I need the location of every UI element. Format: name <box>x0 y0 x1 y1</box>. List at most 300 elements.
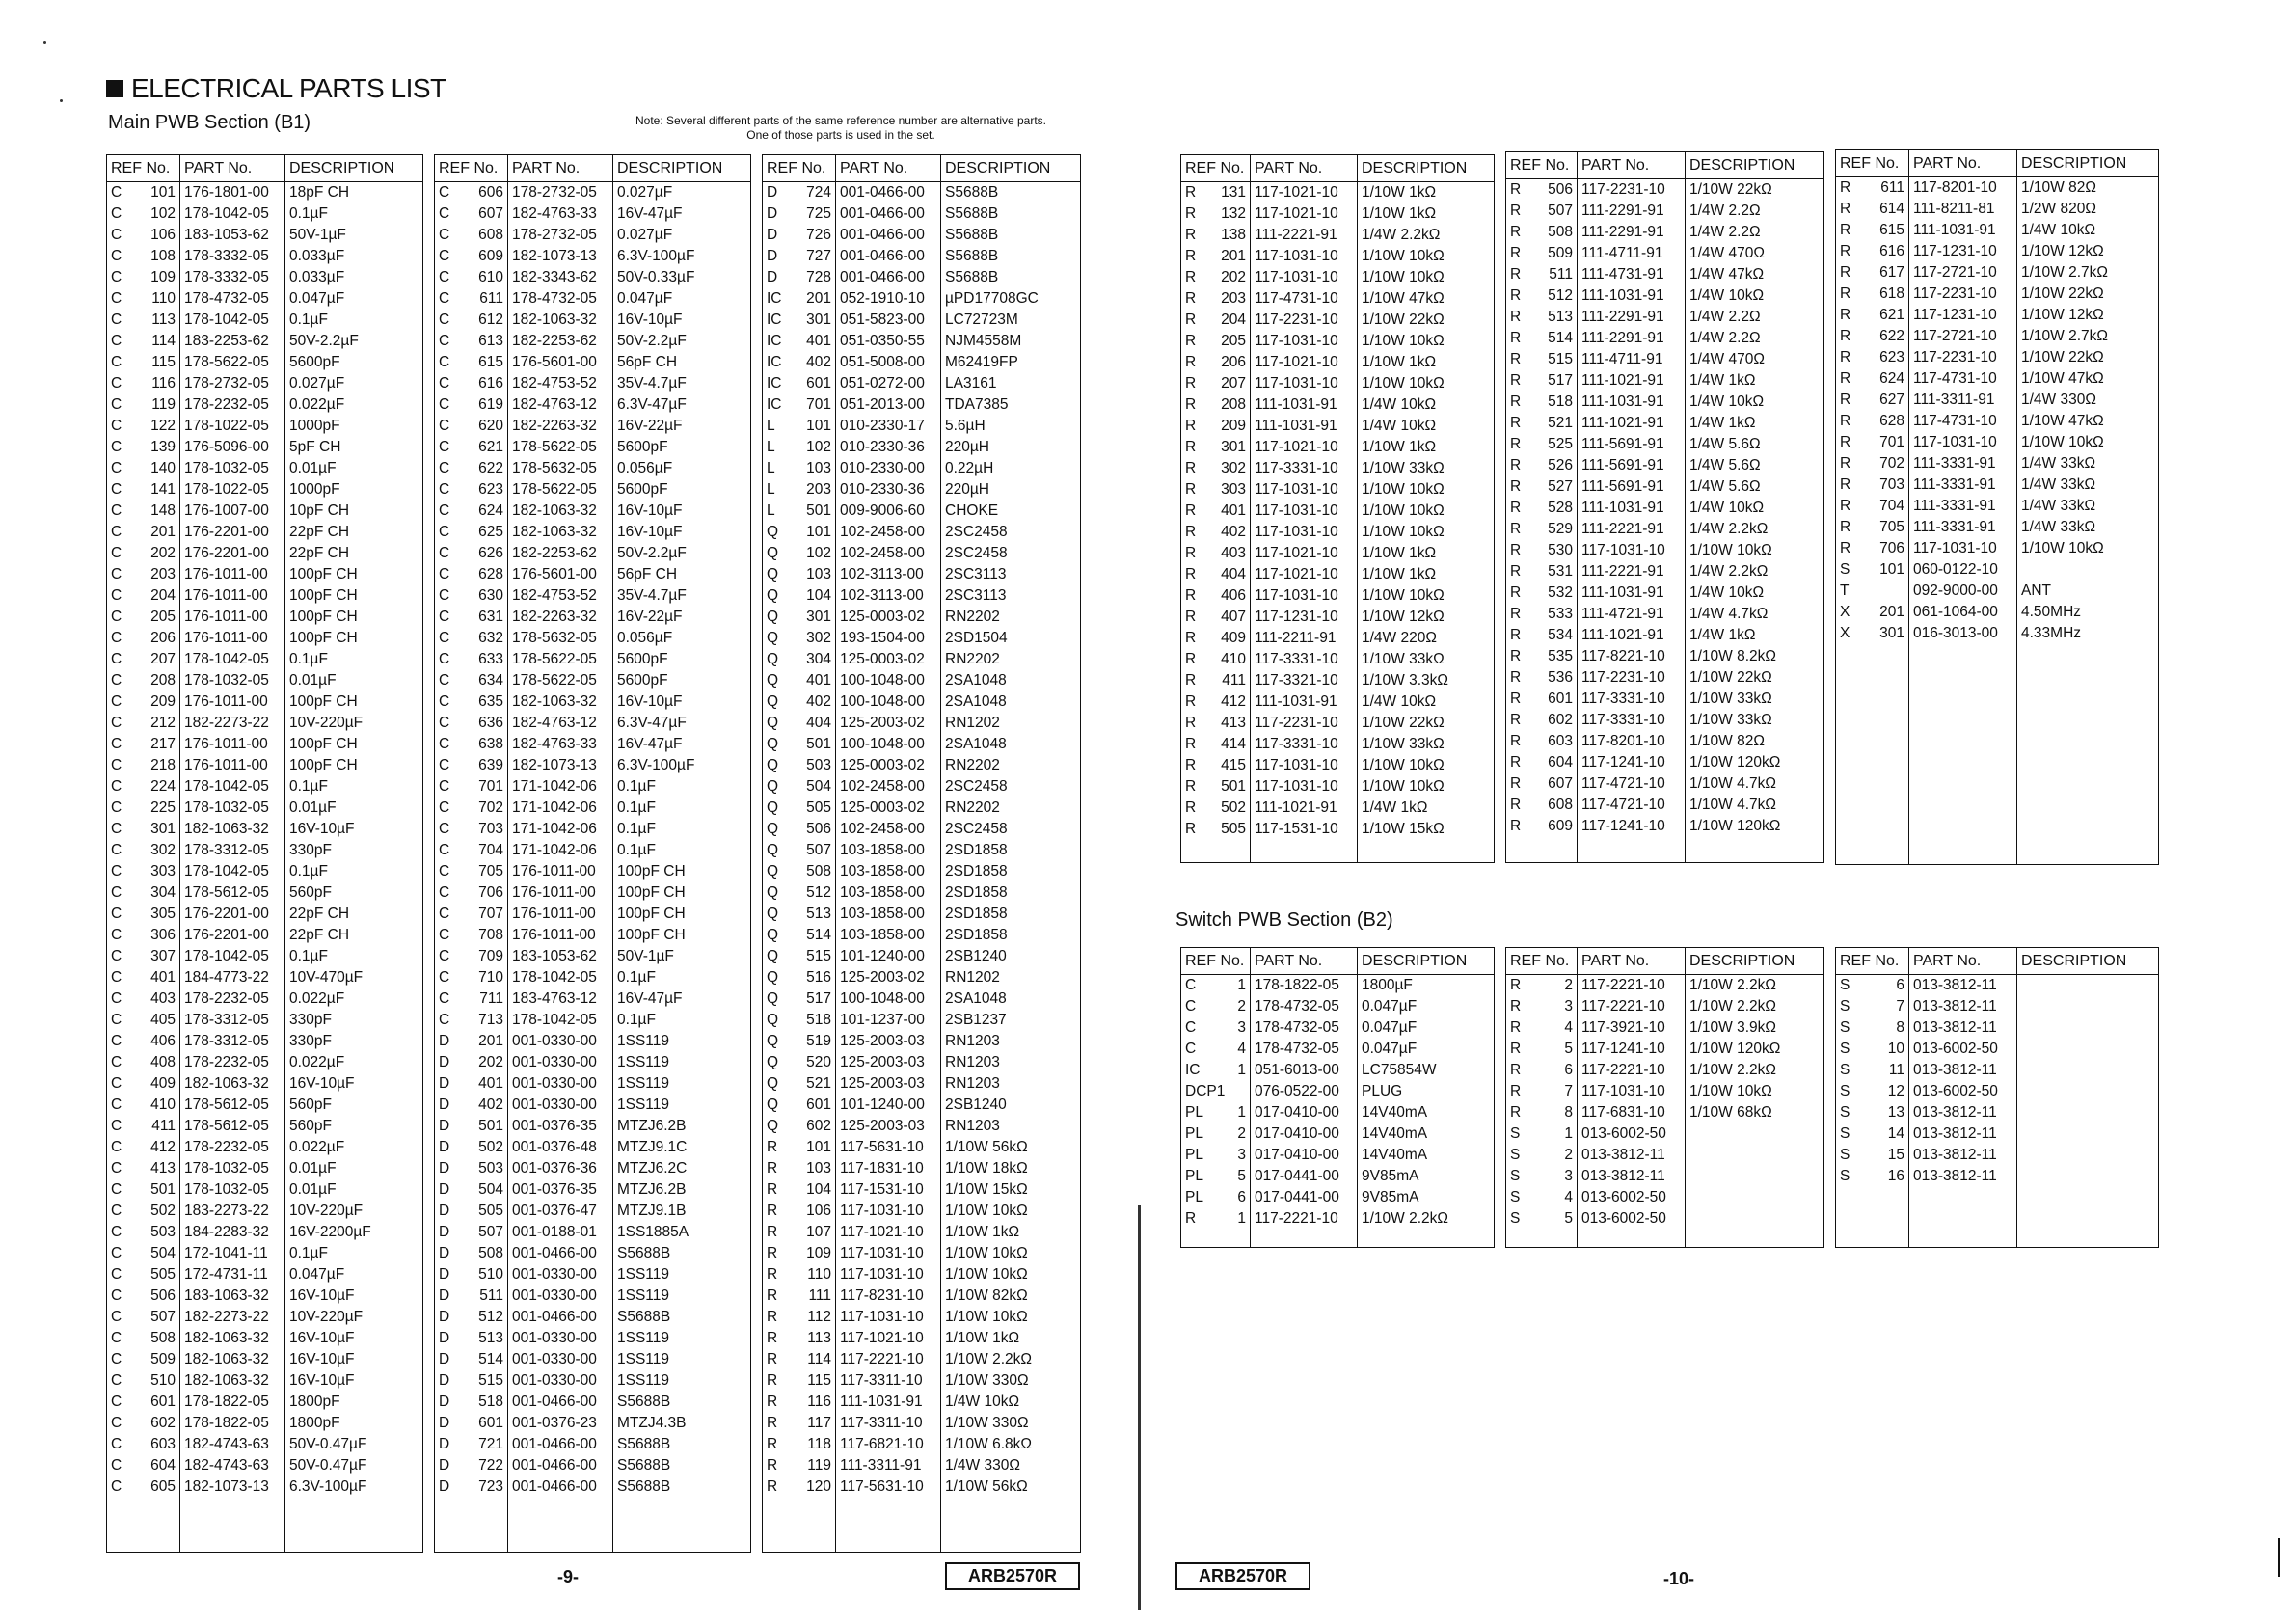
table-row <box>107 882 423 904</box>
ref-prefix: R <box>767 1266 778 1284</box>
ref-number: 518 <box>478 1394 503 1411</box>
ref-prefix: R <box>1185 736 1197 753</box>
ref-prefix: R <box>767 1372 778 1390</box>
ref-number: 14 <box>1887 1125 1904 1143</box>
description-cell: 100pF CH <box>285 734 423 755</box>
description-header: DESCRIPTION <box>1686 152 1824 179</box>
description-cell: 0.01µF <box>285 1158 423 1179</box>
ref-number: 304 <box>150 884 176 902</box>
description-cell: 0.047µF <box>285 1264 423 1286</box>
ref-number: 707 <box>478 906 503 923</box>
table-row <box>1836 1081 2159 1102</box>
ref-cell <box>107 1095 180 1116</box>
description-cell: 50V-1µF <box>613 946 751 967</box>
ref-number: 518 <box>1548 393 1573 411</box>
description-cell <box>2017 1017 2159 1039</box>
part-no-header: PART No. <box>1578 152 1686 179</box>
part-no-cell: 178-3332-05 <box>180 267 285 288</box>
ref-number: 201 <box>150 524 176 541</box>
ref-cell <box>1506 996 1578 1017</box>
ref-number: 503 <box>806 757 831 774</box>
ref-prefix: R <box>1510 563 1522 581</box>
table-row <box>763 819 1081 840</box>
ref-no-header: REF No. <box>1181 948 1251 975</box>
ref-prefix: L <box>767 460 775 477</box>
ref-prefix: Q <box>767 821 779 838</box>
ref-prefix: C <box>111 693 122 711</box>
ref-cell <box>1836 390 1909 411</box>
ref-prefix: C <box>111 248 122 265</box>
ref-prefix: R <box>1510 818 1522 835</box>
ref-cell <box>435 1137 508 1158</box>
part-no-cell: 001-0376-23 <box>508 1413 613 1434</box>
description-cell: 0.047µF <box>285 288 423 310</box>
description-cell: 1/10W 330Ω <box>941 1370 1081 1392</box>
part-no-cell: 125-2003-03 <box>836 1031 941 1052</box>
description-cell <box>2017 1102 2159 1123</box>
table-row <box>763 203 1081 225</box>
ref-prefix: C <box>111 524 122 541</box>
table-row <box>107 967 423 988</box>
table-row <box>1836 220 2159 241</box>
ref-cell <box>435 776 508 798</box>
ref-cell <box>1836 975 1909 997</box>
description-cell: 1/10W 10kΩ <box>1358 501 1495 522</box>
table-row <box>1506 1166 1824 1187</box>
table-row <box>1181 607 1495 628</box>
ref-number: 202 <box>150 545 176 562</box>
description-cell: 1/10W 47kΩ <box>2017 411 2159 432</box>
description-cell: 0.1µF <box>613 1010 751 1031</box>
ref-prefix: R <box>1510 351 1522 368</box>
description-header: DESCRIPTION <box>1686 948 1824 975</box>
table-row <box>107 798 423 819</box>
part-no-cell: 117-1031-10 <box>1251 331 1358 352</box>
part-no-cell: 001-0188-01 <box>508 1222 613 1243</box>
ref-cell <box>1506 498 1578 519</box>
table-row <box>435 649 751 670</box>
part-no-cell: 117-1021-10 <box>1251 352 1358 373</box>
ref-prefix: Q <box>767 969 779 987</box>
ref-cell <box>435 1455 508 1476</box>
ref-cell <box>435 585 508 607</box>
ref-prefix: DCP1 <box>1185 1083 1226 1100</box>
doc-code-left: ARB2570R <box>945 1562 1080 1590</box>
ref-number: 3 <box>1564 998 1573 1015</box>
ref-prefix: R <box>1185 1210 1197 1228</box>
ref-prefix: PL <box>1185 1147 1203 1164</box>
ref-cell <box>1181 1145 1251 1166</box>
description-cell: 0.1µF <box>285 203 423 225</box>
part-no-cell: 125-0003-02 <box>836 649 941 670</box>
part-no-cell: 111-4711-91 <box>1578 243 1686 264</box>
description-cell: 1/10W 10kΩ <box>1358 479 1495 501</box>
table-row <box>435 225 751 246</box>
part-no-cell: 117-1531-10 <box>1251 819 1358 840</box>
table-row <box>435 373 751 394</box>
part-no-cell: 117-2221-10 <box>836 1349 941 1370</box>
ref-cell <box>1836 305 1909 326</box>
ref-cell <box>763 649 836 670</box>
description-cell: RN2202 <box>941 607 1081 628</box>
ref-cell <box>1181 649 1251 670</box>
ref-cell <box>107 840 180 861</box>
ref-number: 721 <box>478 1436 503 1453</box>
part-no-cell: 111-3331-91 <box>1909 474 2017 496</box>
part-no-cell: 117-1021-10 <box>1251 564 1358 585</box>
part-no-cell: 100-1048-00 <box>836 988 941 1010</box>
ref-prefix: R <box>1185 227 1197 244</box>
description-cell: 1/4W 1kΩ <box>1686 370 1824 392</box>
ref-cell <box>1506 1039 1578 1060</box>
ref-prefix: R <box>1840 243 1851 260</box>
table-row <box>435 543 751 564</box>
description-cell: 16V-10µF <box>613 310 751 331</box>
ref-prefix: R <box>1185 375 1197 392</box>
ref-cell <box>1506 689 1578 710</box>
part-no-cell: 117-1031-10 <box>1578 1081 1686 1102</box>
part-no-cell: 013-3812-11 <box>1909 975 2017 997</box>
description-cell: 1/10W 1kΩ <box>941 1328 1081 1349</box>
description-cell: 5600pF <box>285 352 423 373</box>
ref-cell <box>1506 328 1578 349</box>
table-row <box>435 607 751 628</box>
ref-prefix: R <box>1185 481 1197 499</box>
ref-cell <box>763 416 836 437</box>
ref-prefix: R <box>1510 733 1522 750</box>
page-title <box>106 73 446 104</box>
description-cell: 6.3V-47µF <box>613 394 751 416</box>
description-cell: 1/10W 10kΩ <box>1358 755 1495 776</box>
ref-number: 515 <box>806 948 831 965</box>
description-cell: 16V-47µF <box>613 988 751 1010</box>
ref-number: 115 <box>807 1372 831 1390</box>
part-no-cell: 117-3311-10 <box>836 1413 941 1434</box>
ref-prefix: C <box>439 736 450 753</box>
filler-row <box>1836 1187 2159 1248</box>
part-no-cell: 182-4763-33 <box>508 203 613 225</box>
ref-prefix: R <box>1185 418 1197 435</box>
ref-cell <box>1506 975 1578 997</box>
description-cell: 22pF CH <box>285 904 423 925</box>
part-no-cell: 117-2231-10 <box>1909 284 2017 305</box>
ref-cell <box>763 628 836 649</box>
ref-prefix: X <box>1840 604 1850 621</box>
table-row <box>435 437 751 458</box>
table-row <box>1506 392 1824 413</box>
part-no-cell: 178-3312-05 <box>180 1010 285 1031</box>
ref-cell <box>763 1052 836 1073</box>
ref-cell <box>1836 602 1909 623</box>
ref-prefix: L <box>767 481 775 499</box>
ref-cell <box>763 904 836 925</box>
ref-number: 138 <box>1221 227 1246 244</box>
part-no-cell: 001-0466-00 <box>508 1455 613 1476</box>
description-cell: 1000pF <box>285 479 423 501</box>
ref-prefix: R <box>767 1309 778 1326</box>
table-row <box>1181 1208 1495 1230</box>
description-cell: 0.01µF <box>285 670 423 691</box>
table-row <box>1836 1145 2159 1166</box>
ref-cell <box>763 373 836 394</box>
ref-number: 101 <box>1879 561 1904 579</box>
description-cell: NJM4558M <box>941 331 1081 352</box>
table-row <box>107 479 423 501</box>
table-row <box>1181 522 1495 543</box>
description-cell: 16V-2200µF <box>285 1222 423 1243</box>
table-row <box>107 1052 423 1073</box>
part-no-cell: 178-1042-05 <box>508 967 613 988</box>
ref-prefix: C <box>111 418 122 435</box>
description-cell <box>1686 1145 1824 1166</box>
table-row <box>763 691 1081 713</box>
ref-prefix: C <box>111 354 122 371</box>
table-row <box>1506 1123 1824 1145</box>
part-no-cell: 111-1031-91 <box>1251 394 1358 416</box>
table-row <box>1181 713 1495 734</box>
description-cell: 1/10W 22kΩ <box>1358 310 1495 331</box>
ref-prefix: C <box>439 927 450 944</box>
table-row <box>763 182 1081 204</box>
ref-number: 203 <box>1221 290 1246 308</box>
ref-prefix: C <box>439 418 450 435</box>
description-cell: 330pF <box>285 1031 423 1052</box>
part-no-cell: 017-0410-00 <box>1251 1145 1358 1166</box>
table-row <box>1836 474 2159 496</box>
ref-prefix: S <box>1510 1189 1521 1206</box>
table-row <box>107 946 423 967</box>
ref-number: 509 <box>150 1351 176 1368</box>
ref-prefix: C <box>439 969 450 987</box>
ref-prefix: D <box>439 1394 450 1411</box>
table-row <box>1181 1187 1495 1208</box>
description-cell: 0.056µF <box>613 458 751 479</box>
ref-number: 410 <box>1221 651 1246 668</box>
ref-cell <box>435 203 508 225</box>
ref-number: 602 <box>150 1415 176 1432</box>
ref-prefix: D <box>439 1266 450 1284</box>
ref-number: 609 <box>1548 818 1573 835</box>
part-no-cell: 017-0410-00 <box>1251 1102 1358 1123</box>
part-no-cell: 061-1064-00 <box>1909 602 2017 623</box>
ref-number: 202 <box>478 1054 503 1071</box>
description-cell: RN1202 <box>941 713 1081 734</box>
ref-prefix: C <box>111 1266 122 1284</box>
part-no-cell: 117-1031-10 <box>836 1264 941 1286</box>
table-row <box>107 203 423 225</box>
table-row <box>107 1010 423 1031</box>
ref-prefix: R <box>1510 457 1522 474</box>
ref-no-header: REF No. <box>435 155 508 182</box>
ref-prefix: D <box>439 1203 450 1220</box>
description-cell: 16V-47µF <box>613 203 751 225</box>
ref-cell <box>107 1413 180 1434</box>
ref-number: 102 <box>806 545 831 562</box>
ref-prefix: C <box>439 502 450 520</box>
table-row <box>107 394 423 416</box>
description-cell: 16V-47µF <box>613 734 751 755</box>
part-no-cell: 117-3331-10 <box>1578 689 1686 710</box>
description-cell: 100pF CH <box>613 904 751 925</box>
ref-prefix: IC <box>767 333 782 350</box>
table-row <box>435 1392 751 1413</box>
table-row <box>1836 623 2159 644</box>
table-row <box>1836 1017 2159 1039</box>
table-row <box>1506 1102 1824 1123</box>
ref-number: 725 <box>806 205 831 223</box>
description-cell: 1/4W 5.6Ω <box>1686 455 1824 476</box>
description-cell: 0.1µF <box>613 776 751 798</box>
ref-number: 505 <box>1221 821 1246 838</box>
description-cell: 1800pF <box>285 1392 423 1413</box>
ref-number: 132 <box>1221 205 1246 223</box>
ref-cell <box>435 670 508 691</box>
scan-dot <box>43 41 46 44</box>
table-row <box>435 1328 751 1349</box>
part-no-cell: 117-3311-10 <box>836 1370 941 1392</box>
ref-cell <box>1181 543 1251 564</box>
ref-number: 102 <box>806 439 831 456</box>
ref-prefix: C <box>111 948 122 965</box>
ref-cell <box>763 437 836 458</box>
ref-number: 141 <box>150 481 176 499</box>
ref-number: 639 <box>478 757 503 774</box>
part-no-cell: 001-0376-48 <box>508 1137 613 1158</box>
ref-prefix: C <box>111 736 122 753</box>
part-no-cell: 184-4773-22 <box>180 967 285 988</box>
table-row <box>107 373 423 394</box>
ref-number: 521 <box>1548 415 1573 432</box>
ref-number: 627 <box>1879 392 1904 409</box>
part-no-cell: 182-2253-62 <box>508 331 613 352</box>
part-no-cell: 178-2232-05 <box>180 1052 285 1073</box>
description-header: DESCRIPTION <box>2017 948 2159 975</box>
ref-number: 401 <box>806 672 831 690</box>
table-row <box>1181 798 1495 819</box>
part-no-cell: 178-5622-05 <box>508 479 613 501</box>
table-row <box>1181 203 1495 225</box>
ref-prefix: C <box>111 1012 122 1029</box>
ref-cell <box>763 310 836 331</box>
ref-number: 726 <box>806 227 831 244</box>
ref-prefix: S <box>1840 1125 1850 1143</box>
description-cell: 56pF CH <box>613 564 751 585</box>
ref-number: 536 <box>1548 669 1573 687</box>
part-no-cell: 017-0441-00 <box>1251 1166 1358 1187</box>
description-cell: 1/10W 18kΩ <box>941 1158 1081 1179</box>
ref-number: 709 <box>478 948 503 965</box>
ref-number: 106 <box>150 227 176 244</box>
part-no-cell: 125-2003-03 <box>836 1116 941 1137</box>
ref-number: 535 <box>1548 648 1573 665</box>
ref-cell <box>1181 458 1251 479</box>
table-row <box>107 1031 423 1052</box>
description-cell: S5688B <box>613 1392 751 1413</box>
part-no-cell: 111-3331-91 <box>1909 517 2017 538</box>
ref-prefix: R <box>1185 311 1197 329</box>
ref-number: 624 <box>1879 370 1904 388</box>
part-no-cell: 051-2013-00 <box>836 394 941 416</box>
note-line-1: Note: Several different parts of the same reference number are alternative parts. <box>635 114 1046 127</box>
part-no-cell: 117-1031-10 <box>1909 432 2017 453</box>
table-row <box>1181 755 1495 776</box>
part-no-cell: 111-2211-91 <box>1251 628 1358 649</box>
ref-prefix: C <box>439 439 450 456</box>
table-row <box>1506 689 1824 710</box>
ref-number: 619 <box>478 396 503 414</box>
ref-prefix: R <box>1185 757 1197 774</box>
table-row <box>763 352 1081 373</box>
description-cell <box>2017 1060 2159 1081</box>
description-cell: MTZJ9.1C <box>613 1137 751 1158</box>
ref-prefix: R <box>1840 222 1851 239</box>
part-no-cell: 178-1022-05 <box>180 479 285 501</box>
description-cell: 1/4W 2.2Ω <box>1686 307 1824 328</box>
description-cell: 0.047µF <box>1358 996 1495 1017</box>
table-row <box>107 1073 423 1095</box>
ref-number: 209 <box>150 693 176 711</box>
ref-number: 107 <box>806 1224 831 1241</box>
part-no-cell: 001-0466-00 <box>836 203 941 225</box>
ref-cell <box>763 713 836 734</box>
part-no-cell: 013-3812-11 <box>1909 1102 2017 1123</box>
description-cell: 5600pF <box>613 479 751 501</box>
ref-number: 6 <box>1237 1189 1246 1206</box>
ref-prefix: R <box>1185 566 1197 583</box>
ref-number: 601 <box>478 1415 503 1432</box>
ref-cell <box>435 1307 508 1328</box>
table-row <box>1506 710 1824 731</box>
description-cell: 2SA1048 <box>941 988 1081 1010</box>
ref-prefix: C <box>111 566 122 583</box>
description-cell: RN2202 <box>941 755 1081 776</box>
ref-prefix: R <box>1185 269 1197 286</box>
ref-number: 636 <box>478 715 503 732</box>
ref-cell <box>763 1158 836 1179</box>
ref-cell <box>1181 1123 1251 1145</box>
ref-number: 610 <box>478 269 503 286</box>
part-no-cell: 111-3331-91 <box>1909 496 2017 517</box>
table-row <box>763 1137 1081 1158</box>
part-no-cell: 001-0330-00 <box>508 1095 613 1116</box>
ref-cell <box>435 649 508 670</box>
ref-number: 301 <box>1221 439 1246 456</box>
description-cell: 100pF CH <box>285 691 423 713</box>
description-cell: 50V-0.47µF <box>285 1434 423 1455</box>
description-cell: 1/10W 10kΩ <box>941 1264 1081 1286</box>
ref-number: 117 <box>807 1415 831 1432</box>
part-no-cell: 182-4753-52 <box>508 585 613 607</box>
table-row <box>1181 1123 1495 1145</box>
description-cell: 1/4W 1kΩ <box>1686 413 1824 434</box>
ref-prefix: D <box>439 1351 450 1368</box>
ref-prefix: C <box>111 375 122 392</box>
ref-cell <box>763 691 836 713</box>
description-cell: CHOKE <box>941 501 1081 522</box>
ref-number: 106 <box>806 1203 831 1220</box>
part-no-cell: 176-1011-00 <box>180 734 285 755</box>
ref-number: 517 <box>1548 372 1573 390</box>
ref-number: 119 <box>807 1457 831 1475</box>
part-no-cell: 178-1032-05 <box>180 1158 285 1179</box>
part-no-cell: 117-1231-10 <box>1909 305 2017 326</box>
ref-number: 507 <box>478 1224 503 1241</box>
part-no-cell: 111-1031-91 <box>1578 392 1686 413</box>
table-row <box>1506 752 1824 773</box>
ref-prefix: C <box>439 227 450 244</box>
table-row <box>107 819 423 840</box>
ref-number: 521 <box>806 1075 831 1093</box>
